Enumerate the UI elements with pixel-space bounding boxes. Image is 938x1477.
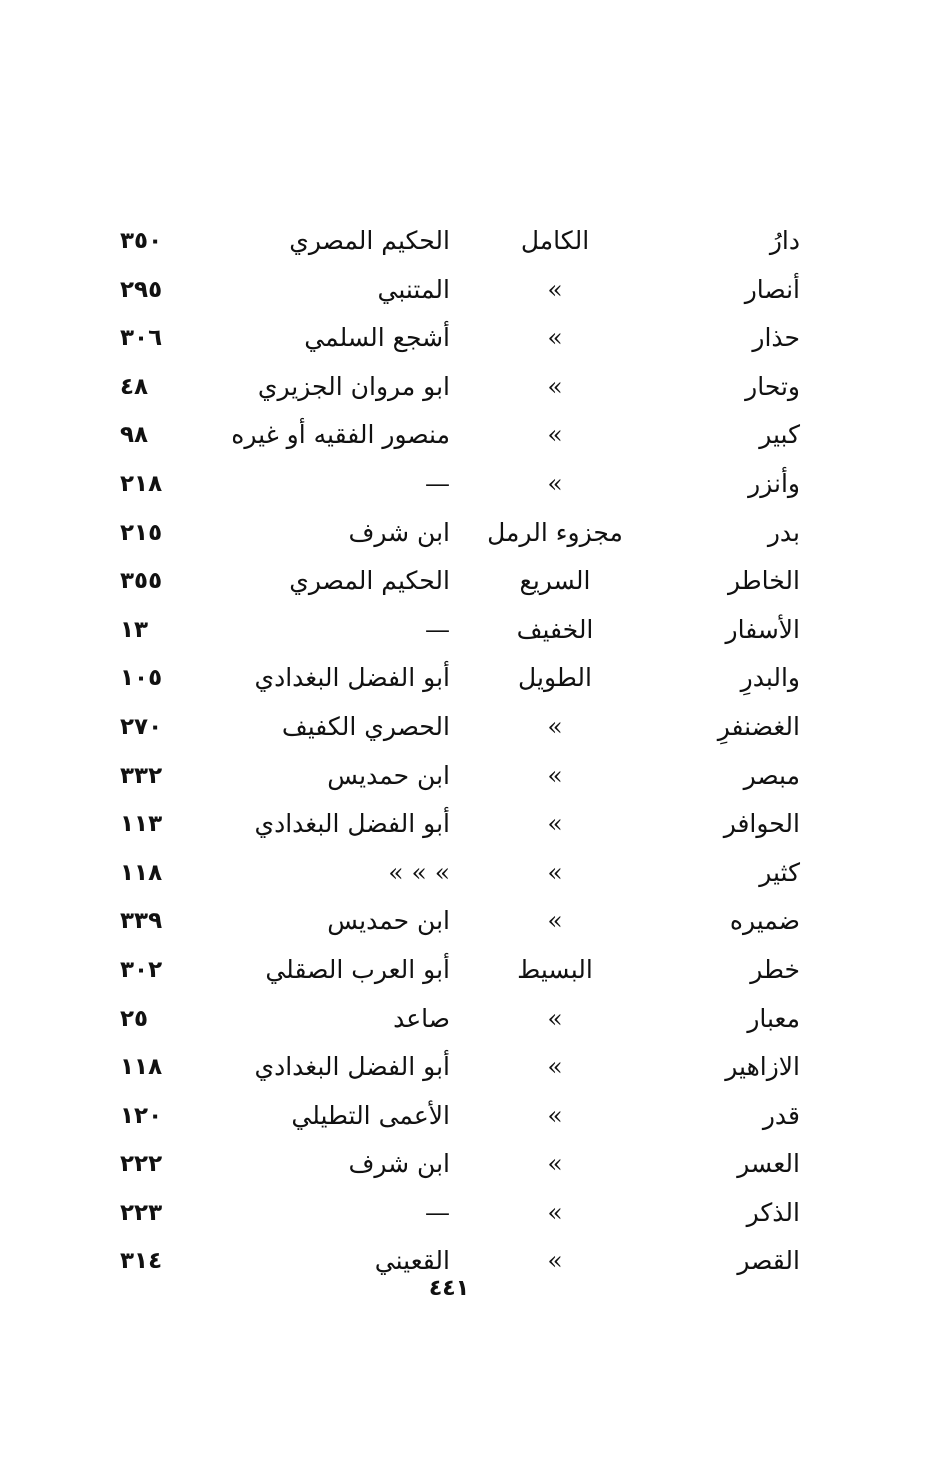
page-ref-cell: ٣٥٥ [120, 568, 163, 595]
page-ref-cell: ٢٧٠ [120, 713, 163, 740]
table-row [120, 510, 810, 559]
rhyme-cell: الازاهير [725, 1052, 800, 1082]
page-ref-cell: ١١٨ [120, 859, 163, 886]
page-ref-cell: ٢١٥ [120, 519, 163, 546]
poet-cell: ابو مروان الجزيري [257, 371, 450, 401]
meter-cell: » [547, 1149, 563, 1179]
poet-cell: الحصري الكفيف [281, 711, 450, 741]
poet-cell: الحكيم المصري [289, 226, 450, 255]
page-ref-cell: ١٣ [120, 616, 149, 643]
rhyme-index-table [120, 218, 810, 1287]
rhyme-cell: الذكر [746, 1197, 800, 1227]
rhyme-cell: كثير [759, 857, 800, 887]
page-ref-cell: ٣١٤ [120, 1248, 163, 1275]
poet-cell: ابن حمديس [327, 906, 450, 936]
page-ref-cell: ٣٥٠ [120, 228, 163, 254]
rhyme-cell: وتحار [745, 371, 800, 401]
rhyme-cell: دارُ [769, 226, 800, 255]
poet-cell: أشجع السلمي [304, 323, 450, 353]
rhyme-cell: والبدرِ [740, 663, 800, 693]
poet-cell: — [425, 1197, 450, 1227]
page-ref-cell: ١١٣ [120, 811, 163, 838]
poet-cell: ابن شرف [348, 517, 450, 547]
meter-cell: » [547, 1100, 563, 1130]
poet-cell: الأعمى التطيلي [291, 1100, 450, 1130]
rhyme-cell: بدر [767, 517, 800, 547]
table-row [120, 412, 810, 461]
table-row [120, 704, 810, 753]
table-row [120, 1190, 810, 1239]
meter-cell: » [547, 809, 563, 839]
page-ref-cell: ٣٠٢ [120, 956, 163, 983]
page-ref-cell: ٣٠٦ [120, 325, 163, 352]
page-ref-cell: ١٠٥ [120, 665, 163, 692]
poet-cell: أبو الفضل البغدادي [254, 663, 450, 693]
poet-cell: أبو الفضل البغدادي [254, 809, 450, 839]
page-number: ٤٤١ [428, 1276, 470, 1301]
meter-cell: » [547, 760, 563, 790]
table-row [120, 753, 810, 802]
table-row [120, 801, 810, 850]
rhyme-cell: القصر [737, 1246, 800, 1276]
poet-cell: — [425, 614, 450, 644]
table-row [120, 1044, 810, 1093]
poet-cell: منصور الفقيه أو غيره [231, 420, 450, 450]
rhyme-cell: مبصر [743, 760, 800, 790]
meter-cell: » [547, 906, 563, 936]
table-row [120, 947, 810, 996]
table-row [120, 996, 810, 1045]
table-row [120, 607, 810, 656]
poet-cell: المتنبي [377, 274, 450, 304]
meter-cell: مجزوء الرمل [487, 517, 623, 547]
page-ref-cell: ٩٨ [120, 422, 149, 449]
rhyme-cell: الأسفار [725, 614, 800, 644]
page-ref-cell: ٢٢٣ [120, 1199, 163, 1226]
poet-cell: الحكيم المصري [289, 566, 450, 596]
meter-cell: » [547, 1246, 563, 1276]
table-row [120, 218, 810, 267]
page-ref-cell: ١١٨ [120, 1054, 163, 1081]
table-row [120, 1141, 810, 1190]
rhyme-cell: الغضنفرِ [717, 711, 800, 741]
meter-cell: الخفيف [516, 614, 594, 644]
page-ref-cell: ٢١٨ [120, 470, 163, 497]
meter-cell: » [547, 857, 563, 887]
rhyme-cell: العسر [737, 1149, 800, 1179]
poet-cell: ابن حمديس [327, 760, 450, 790]
poet-cell: » » » [388, 857, 450, 887]
meter-cell: » [547, 1052, 563, 1082]
meter-cell: الكامل [520, 226, 590, 255]
table-row [120, 655, 810, 704]
page-ref-cell: ٣٣٢ [120, 762, 163, 789]
poet-cell: — [425, 468, 450, 498]
rhyme-cell: الخاطر [727, 566, 800, 596]
meter-cell: » [547, 274, 563, 304]
meter-cell: » [547, 371, 563, 401]
page-ref-cell: ٢٩٥ [120, 276, 163, 303]
poet-cell: ابن شرف [348, 1149, 450, 1179]
poet-cell: أبو الفضل البغدادي [254, 1052, 450, 1082]
meter-cell: السريع [519, 566, 591, 596]
meter-cell: » [547, 1197, 563, 1227]
meter-cell: » [547, 420, 563, 450]
table-row [120, 1093, 810, 1142]
poet-cell: أبو العرب الصقلي [265, 954, 450, 984]
rhyme-cell: وأنزر [748, 468, 800, 498]
meter-cell: الطويل [518, 663, 592, 693]
poet-cell: القعيني [374, 1246, 450, 1276]
page-ref-cell: ٢٥ [120, 1005, 149, 1032]
table-row [120, 315, 810, 364]
table-row [120, 558, 810, 607]
meter-cell: » [547, 323, 563, 353]
meter-cell: » [547, 468, 563, 498]
page-ref-cell: ١٢٠ [120, 1102, 163, 1129]
poet-cell: صاعد [393, 1003, 450, 1033]
meter-cell: » [547, 711, 563, 741]
rhyme-cell: معبار [747, 1003, 800, 1033]
table-row [120, 364, 810, 413]
rhyme-cell: أنصار [744, 274, 800, 304]
meter-cell: البسيط [517, 954, 593, 984]
page-ref-cell: ٢٢٢ [120, 1151, 163, 1178]
meter-cell: » [547, 1003, 563, 1033]
page-ref-cell: ٣٣٩ [120, 908, 163, 935]
rhyme-cell: حذار [752, 323, 800, 353]
page-ref-cell: ٤٨ [120, 373, 149, 400]
table-row [120, 461, 810, 510]
rhyme-cell: قدر [762, 1100, 800, 1130]
table-row [120, 850, 810, 899]
table-row [120, 898, 810, 947]
rhyme-cell: الحوافر [723, 809, 800, 839]
rhyme-cell: كبير [759, 420, 800, 450]
table-row [120, 267, 810, 316]
rhyme-cell: ضميره [729, 906, 800, 936]
rhyme-cell: خطر [750, 954, 800, 984]
